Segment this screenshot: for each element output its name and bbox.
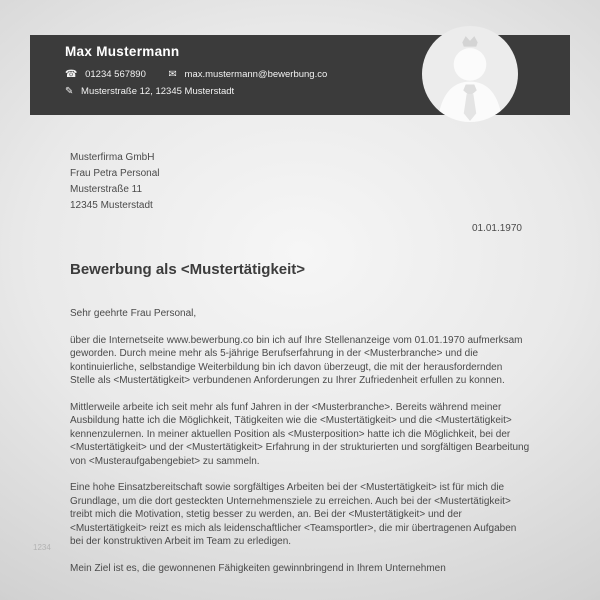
recipient-line: 12345 Musterstadt [70,200,153,211]
body-paragraph-4: Mein Ziel ist es, die gewonnenen Fähigkeiten gewinnbringend in Ihrem Unternehmen [70,562,446,574]
recipient-line: Frau Petra Personal [70,168,160,179]
applicant-name: Max Mustermann [65,44,180,59]
letter-date: 01.01.1970 [471,223,522,234]
body-paragraph-2: Mittlerweile arbeite ich seit mehr als funf Jahren in der <Musterbranche>. Bereits während meiner Ausbildung hatte ich die Möglichkeit, Tätigkeiten wie die <Mustertätigkeit> und die <Mustertätigkeit> kennenzulernen. In meiner aktuellen Position als <Musterposition> hatte ich die Möglichkeit, bei der <Mustertätigkeit> und der <Mustertätigkeit> Erfahrung in der strukturierten und sorgfältigen Bearbeitung von <Musteraufgabengebiet> zu sammeln. [70,401,530,467]
address-item [65,86,234,97]
street-address: Musterstraße 12, 12345 Musterstadt [81,86,235,97]
salutation: Sehr geehrte Frau Personal, [70,308,197,319]
phone-number: 01234 567890 [85,69,146,80]
email-item [169,69,328,80]
recipient-address [70,150,530,214]
email-icon: ✉ [168,69,177,80]
watermark: 1234 [33,543,51,552]
phone-icon: ☎ [65,69,78,80]
phone-item [65,69,149,80]
body-paragraph-1: über die Internetseite www.bewerbung.co bin ich auf Ihre Stellenanzeige vom 01.01.1970 aufmerksam geworden. Durch meine mehr als 5-jährige Berufserfahrung in der <Musterbranche> und die kontinuierliche, selbstandige Weiterbildung bin ich davon überzeugt, die mit der herausfordernden Stelle als <Mustertätigkeit> verbundenen Anforderungen zu Ihrer Zufriedenheit erfullen zu konnen. [70,334,523,386]
letter-content [70,150,530,575]
recipient-line: Musterfirma GmbH [70,152,155,163]
avatar [422,26,518,122]
email-address: max.mustermann@bewerbung.co [184,69,328,80]
body-paragraph-3: Eine hohe Einsatzbereitschaft sowie sorgfältiges Arbeiten bei der <Mustertätigkeit> ist für mich die Grundlage, um die dort gesteckten Unternehmensziele zu erreichen. Auch bei der <Mustertätigkeit> treibt mich die Motivation, stetig besser zu werden, an. Bei der <Mustertätigkeit> und der <Mustertätigkeit> reizt es mich als leidenschaftlicher <Teamsportler>, die mir übertragenen Aufgaben bei der konstruktiven Arbeit im Team zu erledigen. [70,482,517,547]
person-silhouette-icon [422,26,518,122]
recipient-line: Musterstraße 11 [70,184,143,195]
subject-line: Bewerbung als <Mustertätigkeit> [70,261,306,278]
address-icon: ✎ [65,86,74,97]
